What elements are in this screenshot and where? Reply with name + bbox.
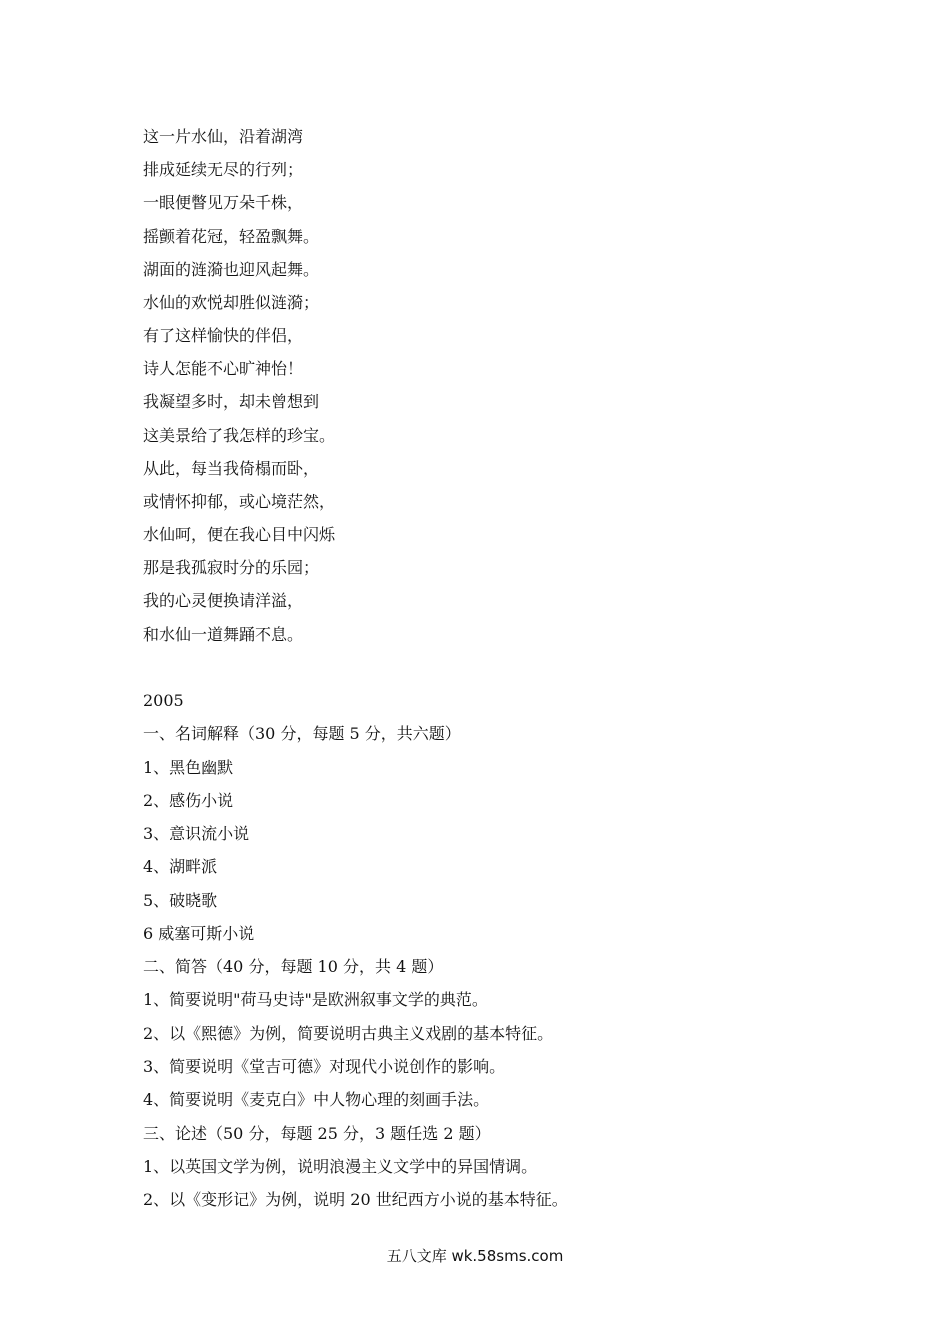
question-item: 2、以《熙德》为例，简要说明古典主义戏剧的基本特征。 [143, 1024, 554, 1043]
question-item: 1、黑色幽默 [143, 758, 234, 777]
poem-line: 摇颤着花冠，轻盈飘舞。 [143, 227, 320, 246]
poem-line: 水仙的欢悦却胜似涟漪； [143, 293, 320, 312]
question-item: 2、感伤小说 [143, 791, 234, 810]
poem-line: 从此，每当我倚榻而卧， [143, 459, 320, 478]
poem-line: 水仙呵，便在我心目中闪烁 [143, 525, 336, 544]
poem-line: 湖面的涟漪也迎风起舞。 [143, 260, 320, 279]
section-title: 三、论述（50 分，每题 25 分，3 题任选 2 题） [143, 1124, 491, 1143]
exam-year: 2005 [143, 691, 184, 710]
footer-watermark: 五八文库 wk.58sms.com [386, 1247, 564, 1265]
question-item: 1、简要说明"荷马史诗"是欧洲叙事文学的典范。 [143, 990, 488, 1009]
poem-line: 我凝望多时，却未曾想到 [143, 392, 320, 411]
question-item: 5、破晓歌 [143, 891, 218, 910]
poem-line: 或情怀抑郁，或心境茫然， [143, 492, 336, 511]
question-item: 4、简要说明《麦克白》中人物心理的刻画手法。 [143, 1090, 490, 1109]
poem-line: 和水仙一道舞踊不息。 [143, 625, 304, 644]
poem-line: 有了这样愉快的伴侣， [143, 326, 304, 345]
question-item: 3、意识流小说 [143, 824, 250, 843]
section-title: 一、名词解释（30 分，每题 5 分，共六题） [143, 724, 461, 743]
poem-line: 这一片水仙，沿着湖湾 [143, 127, 304, 146]
poem-line: 排成延续无尽的行列； [143, 160, 304, 179]
question-item: 6 威塞可斯小说 [143, 924, 255, 943]
poem-line: 那是我孤寂时分的乐园； [143, 558, 320, 577]
poem-line: 一眼便瞥见万朵千株， [143, 193, 304, 212]
section-title: 二、简答（40 分，每题 10 分，共 4 题） [143, 957, 444, 976]
question-item: 3、简要说明《堂吉可德》对现代小说创作的影响。 [143, 1057, 506, 1076]
poem-line: 我的心灵便换请洋溢， [143, 591, 304, 610]
question-item: 4、湖畔派 [143, 857, 218, 876]
question-item: 1、以英国文学为例，说明浪漫主义文学中的异国情调。 [143, 1157, 538, 1176]
question-item: 2、以《变形记》为例，说明 20 世纪西方小说的基本特征。 [143, 1190, 568, 1209]
poem-line: 诗人怎能不心旷神怡！ [143, 359, 304, 378]
poem-line: 这美景给了我怎样的珍宝。 [143, 426, 336, 445]
